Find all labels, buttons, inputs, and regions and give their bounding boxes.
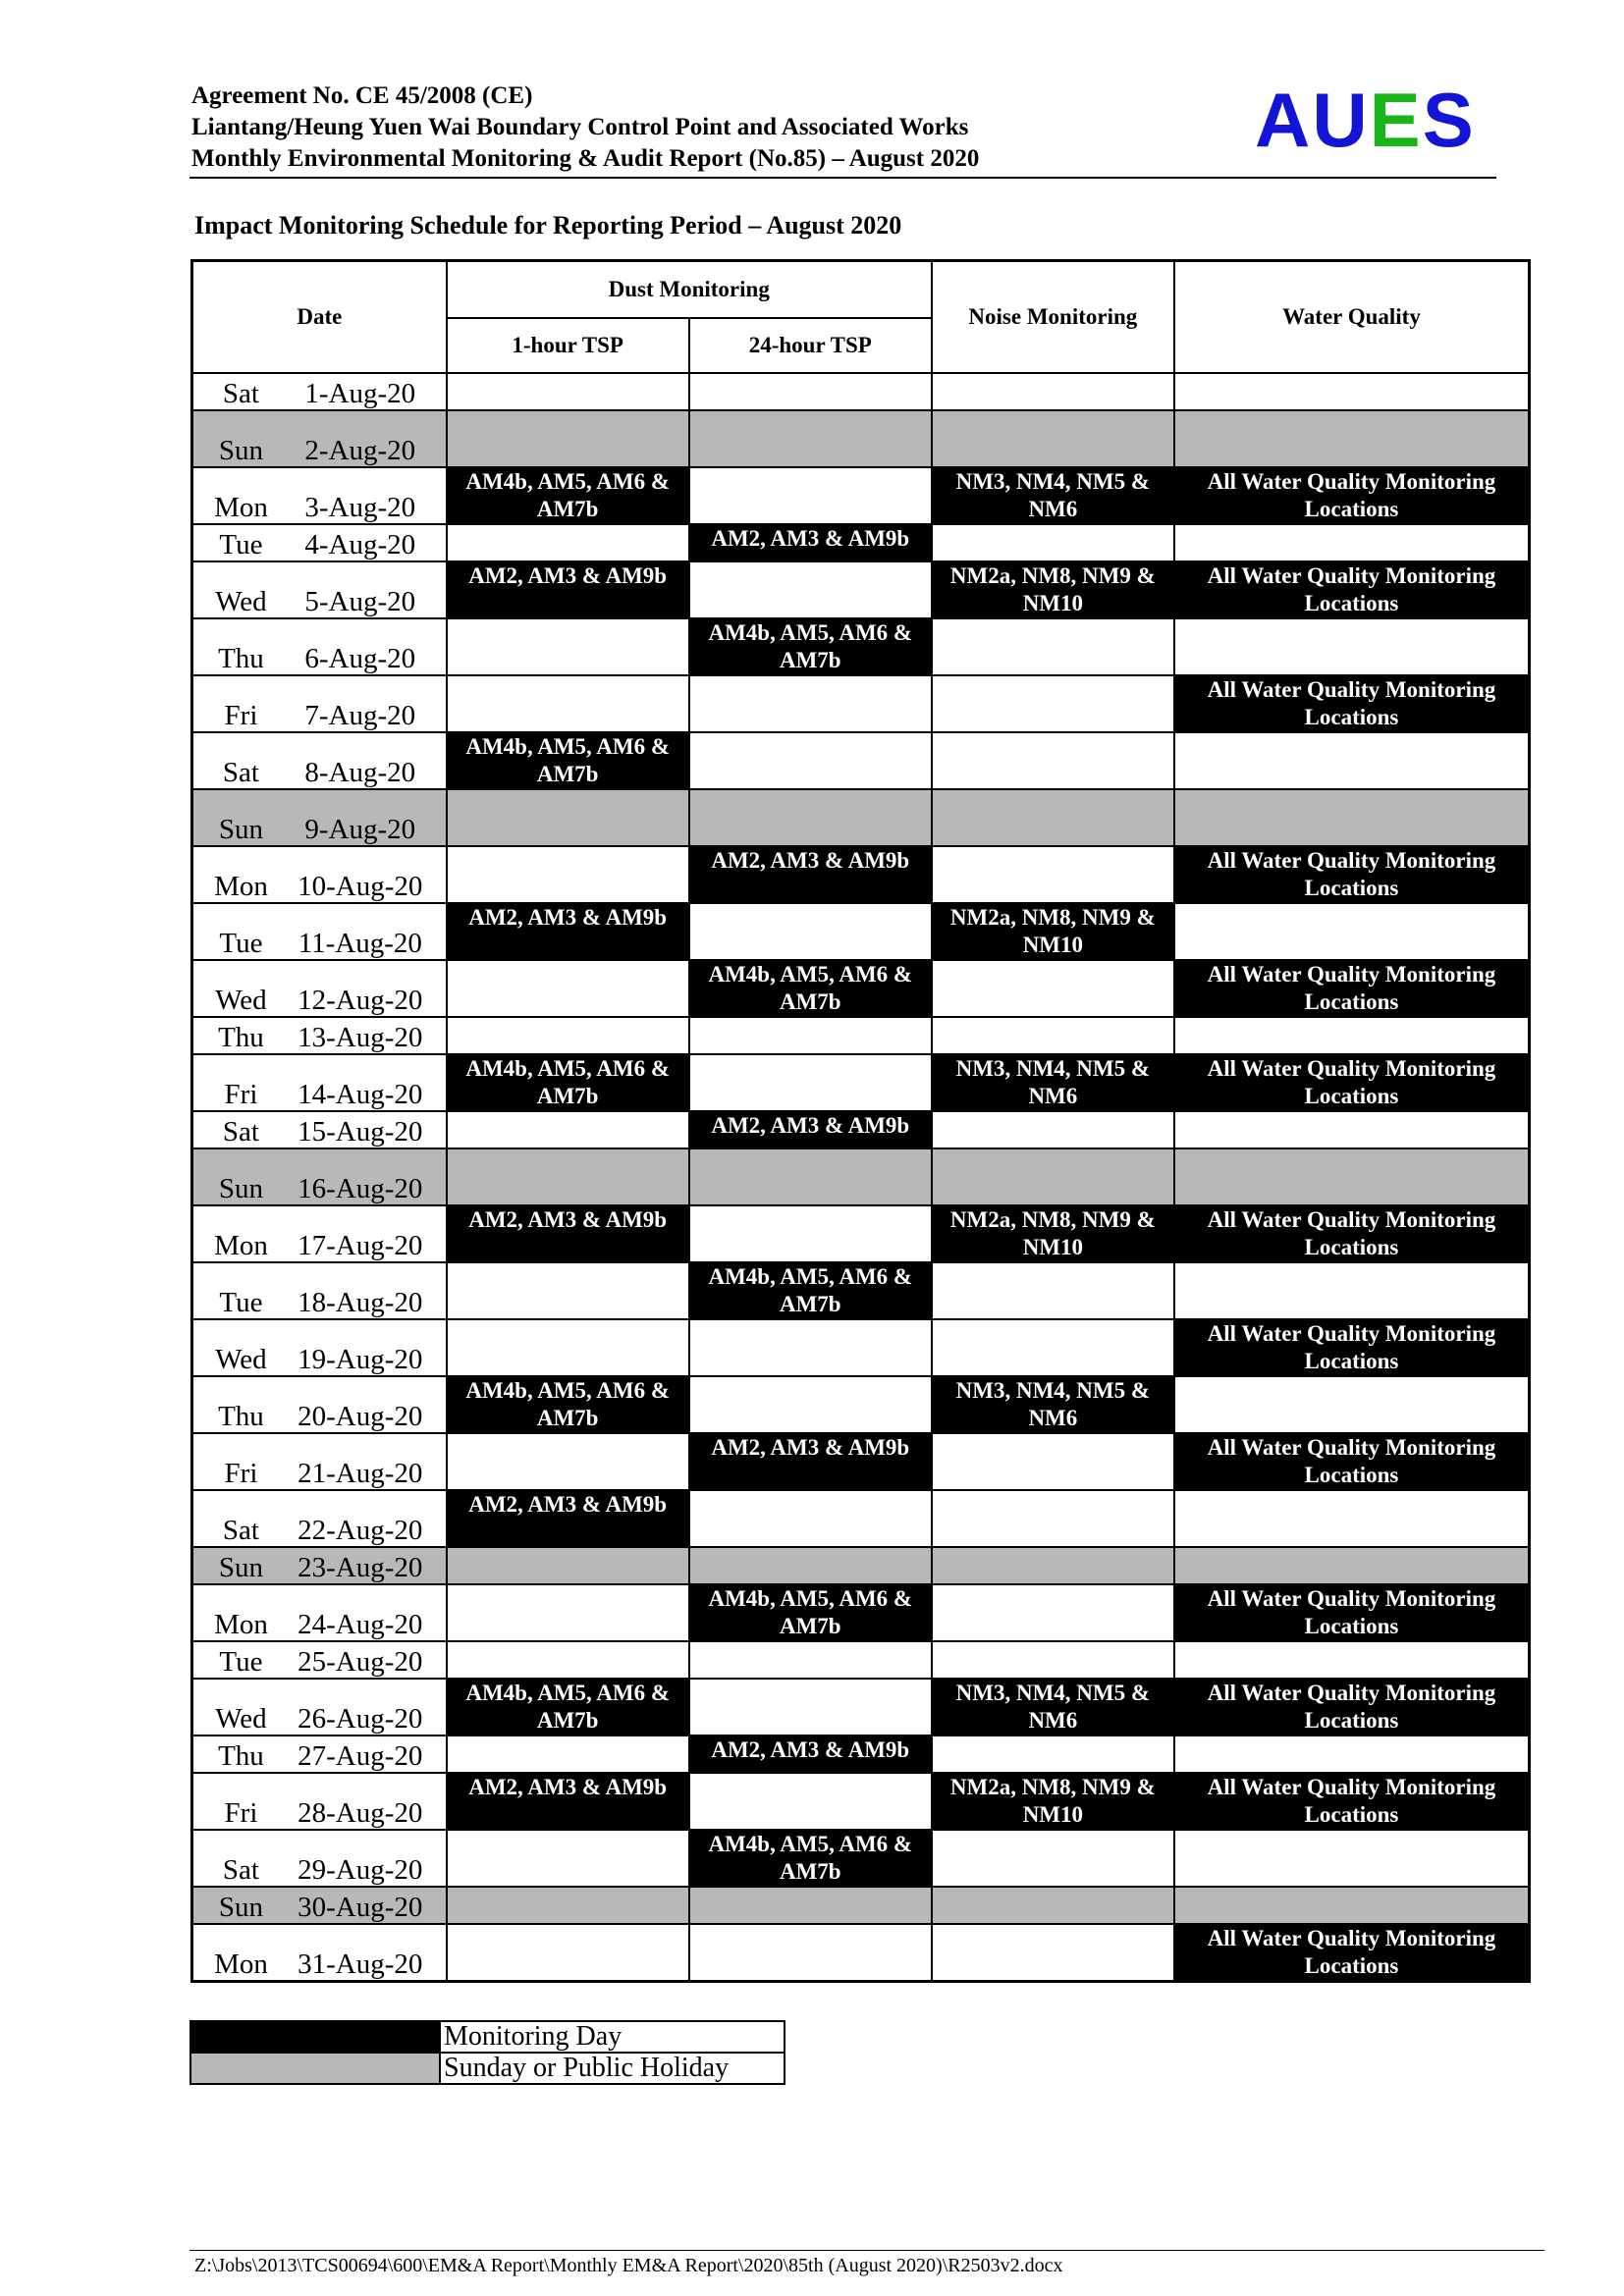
noise-cell <box>932 373 1174 410</box>
date-cell: 2-Aug-20 <box>289 410 447 467</box>
noise-cell <box>932 410 1174 467</box>
schedule-row <box>192 561 1530 618</box>
tsp1-cell <box>447 1547 689 1584</box>
tsp24-cell: AM4b, AM5, AM6 & AM7b <box>689 1584 932 1641</box>
tsp1-cell: AM2, AM3 & AM9b <box>447 1773 689 1830</box>
day-of-week: Mon <box>192 1924 289 1982</box>
schedule-row <box>192 524 1530 561</box>
noise-cell: NM3, NM4, NM5 & NM6 <box>932 467 1174 524</box>
tsp1-cell: AM4b, AM5, AM6 & AM7b <box>447 467 689 524</box>
date-cell: 29-Aug-20 <box>289 1830 447 1887</box>
noise-cell <box>932 1148 1174 1205</box>
date-cell: 25-Aug-20 <box>289 1641 447 1679</box>
tsp24-cell: AM2, AM3 & AM9b <box>689 1433 932 1490</box>
water-cell <box>1174 1017 1530 1054</box>
date-cell: 10-Aug-20 <box>289 846 447 903</box>
agreement-number: Agreement No. CE 45/2008 (CE) <box>191 82 533 109</box>
noise-cell: NM2a, NM8, NM9 & NM10 <box>932 1773 1174 1830</box>
water-cell: All Water Quality Monitoring Locations <box>1174 467 1530 524</box>
day-of-week: Sun <box>192 1148 289 1205</box>
tsp24-cell <box>689 1679 932 1735</box>
day-of-week: Wed <box>192 960 289 1017</box>
schedule-row <box>192 618 1530 675</box>
day-of-week: Sun <box>192 1887 289 1924</box>
legend-monitoring-day: Monitoring Day <box>440 2021 785 2053</box>
date-cell: 31-Aug-20 <box>289 1924 447 1982</box>
water-cell: All Water Quality Monitoring Locations <box>1174 960 1530 1017</box>
schedule-row <box>192 1054 1530 1111</box>
noise-cell: NM3, NM4, NM5 & NM6 <box>932 1054 1174 1111</box>
tsp1-cell <box>447 1887 689 1924</box>
tsp24-cell <box>689 1887 932 1924</box>
tsp24-cell <box>689 1017 932 1054</box>
date-cell: 6-Aug-20 <box>289 618 447 675</box>
water-cell <box>1174 789 1530 846</box>
schedule-row <box>192 1887 1530 1924</box>
header-divider <box>189 177 1496 179</box>
water-cell: All Water Quality Monitoring Locations <box>1174 846 1530 903</box>
day-of-week: Mon <box>192 846 289 903</box>
noise-cell <box>932 1641 1174 1679</box>
tsp24-cell <box>689 1641 932 1679</box>
schedule-row <box>192 1584 1530 1641</box>
aues-logo: AUES <box>1255 77 1476 163</box>
tsp24-cell: AM2, AM3 & AM9b <box>689 1735 932 1773</box>
header-date: Date <box>192 261 447 373</box>
tsp1-cell <box>447 1017 689 1054</box>
date-cell: 12-Aug-20 <box>289 960 447 1017</box>
monitoring-schedule-table <box>190 259 1531 1983</box>
table-title: Impact Monitoring Schedule for Reporting Period – August 2020 <box>194 211 902 240</box>
day-of-week: Mon <box>192 467 289 524</box>
header-water-quality: Water Quality <box>1174 261 1530 373</box>
tsp1-cell: AM4b, AM5, AM6 & AM7b <box>447 1679 689 1735</box>
noise-cell: NM3, NM4, NM5 & NM6 <box>932 1679 1174 1735</box>
day-of-week: Sat <box>192 732 289 789</box>
schedule-row <box>192 1924 1530 1982</box>
tsp1-cell <box>447 618 689 675</box>
schedule-row <box>192 1017 1530 1054</box>
day-of-week: Tue <box>192 1641 289 1679</box>
tsp1-cell <box>447 1111 689 1148</box>
project-name: Liantang/Heung Yuen Wai Boundary Control Point and Associated Works <box>191 114 969 140</box>
noise-cell <box>932 1111 1174 1148</box>
schedule-row <box>192 1376 1530 1433</box>
day-of-week: Mon <box>192 1584 289 1641</box>
schedule-row <box>192 960 1530 1017</box>
schedule-row <box>192 1433 1530 1490</box>
tsp1-cell <box>447 1830 689 1887</box>
tsp1-cell <box>447 1641 689 1679</box>
tsp24-cell <box>689 1376 932 1433</box>
noise-cell: NM2a, NM8, NM9 & NM10 <box>932 903 1174 960</box>
water-cell <box>1174 903 1530 960</box>
date-cell: 8-Aug-20 <box>289 732 447 789</box>
noise-cell <box>932 846 1174 903</box>
water-cell: All Water Quality Monitoring Locations <box>1174 675 1530 732</box>
tsp24-cell <box>689 1547 932 1584</box>
tsp1-cell: AM4b, AM5, AM6 & AM7b <box>447 732 689 789</box>
water-cell <box>1174 1376 1530 1433</box>
tsp1-cell <box>447 1924 689 1982</box>
tsp1-cell: AM2, AM3 & AM9b <box>447 561 689 618</box>
noise-cell <box>932 732 1174 789</box>
tsp1-cell: AM2, AM3 & AM9b <box>447 1205 689 1262</box>
schedule-row <box>192 1679 1530 1735</box>
date-cell: 13-Aug-20 <box>289 1017 447 1054</box>
schedule-row <box>192 675 1530 732</box>
tsp24-cell: AM2, AM3 & AM9b <box>689 846 932 903</box>
schedule-row <box>192 1111 1530 1148</box>
tsp1-cell: AM4b, AM5, AM6 & AM7b <box>447 1376 689 1433</box>
header-dust-monitoring: Dust Monitoring <box>447 261 932 318</box>
schedule-row <box>192 1547 1530 1584</box>
water-cell <box>1174 1735 1530 1773</box>
date-cell: 30-Aug-20 <box>289 1887 447 1924</box>
tsp24-cell: AM4b, AM5, AM6 & AM7b <box>689 618 932 675</box>
noise-cell <box>932 1924 1174 1982</box>
tsp24-cell <box>689 732 932 789</box>
noise-cell <box>932 675 1174 732</box>
tsp24-cell <box>689 903 932 960</box>
tsp24-cell: AM4b, AM5, AM6 & AM7b <box>689 960 932 1017</box>
tsp1-cell <box>447 1584 689 1641</box>
header-24-hour-tsp: 24-hour TSP <box>689 318 932 373</box>
water-cell <box>1174 1490 1530 1547</box>
tsp1-cell: AM4b, AM5, AM6 & AM7b <box>447 1054 689 1111</box>
schedule-row <box>192 1148 1530 1205</box>
water-cell <box>1174 373 1530 410</box>
water-cell: All Water Quality Monitoring Locations <box>1174 561 1530 618</box>
schedule-row <box>192 467 1530 524</box>
day-of-week: Sat <box>192 1490 289 1547</box>
date-cell: 4-Aug-20 <box>289 524 447 561</box>
date-cell: 14-Aug-20 <box>289 1054 447 1111</box>
tsp24-cell <box>689 1205 932 1262</box>
tsp24-cell <box>689 1319 932 1376</box>
date-cell: 3-Aug-20 <box>289 467 447 524</box>
water-cell: All Water Quality Monitoring Locations <box>1174 1924 1530 1982</box>
schedule-row <box>192 789 1530 846</box>
noise-cell <box>932 1547 1174 1584</box>
water-cell <box>1174 618 1530 675</box>
day-of-week: Tue <box>192 524 289 561</box>
day-of-week: Wed <box>192 1679 289 1735</box>
schedule-row <box>192 1735 1530 1773</box>
date-cell: 22-Aug-20 <box>289 1490 447 1547</box>
day-of-week: Sun <box>192 789 289 846</box>
noise-cell <box>932 1887 1174 1924</box>
tsp1-cell <box>447 1262 689 1319</box>
date-cell: 23-Aug-20 <box>289 1547 447 1584</box>
schedule-row <box>192 1319 1530 1376</box>
noise-cell <box>932 1262 1174 1319</box>
tsp24-cell <box>689 1054 932 1111</box>
water-cell: All Water Quality Monitoring Locations <box>1174 1054 1530 1111</box>
date-cell: 24-Aug-20 <box>289 1584 447 1641</box>
tsp24-cell <box>689 789 932 846</box>
water-cell <box>1174 1547 1530 1584</box>
tsp24-cell: AM2, AM3 & AM9b <box>689 524 932 561</box>
legend-swatch-monitoring <box>190 2021 440 2053</box>
tsp1-cell <box>447 373 689 410</box>
day-of-week: Wed <box>192 561 289 618</box>
date-cell: 7-Aug-20 <box>289 675 447 732</box>
tsp24-cell <box>689 1773 932 1830</box>
schedule-body <box>192 373 1530 1982</box>
date-cell: 20-Aug-20 <box>289 1376 447 1433</box>
date-cell: 1-Aug-20 <box>289 373 447 410</box>
day-of-week: Sun <box>192 1547 289 1584</box>
report-title: Monthly Environmental Monitoring & Audit Report (No.85) – August 2020 <box>191 145 980 172</box>
day-of-week: Thu <box>192 1735 289 1773</box>
tsp1-cell: AM2, AM3 & AM9b <box>447 1490 689 1547</box>
day-of-week: Mon <box>192 1205 289 1262</box>
noise-cell: NM3, NM4, NM5 & NM6 <box>932 1376 1174 1433</box>
tsp24-cell <box>689 1148 932 1205</box>
date-cell: 27-Aug-20 <box>289 1735 447 1773</box>
day-of-week: Fri <box>192 1054 289 1111</box>
day-of-week: Sat <box>192 1111 289 1148</box>
schedule-row <box>192 1830 1530 1887</box>
tsp1-cell <box>447 1433 689 1490</box>
tsp1-cell <box>447 1735 689 1773</box>
water-cell <box>1174 1830 1530 1887</box>
tsp24-cell: AM4b, AM5, AM6 & AM7b <box>689 1830 932 1887</box>
noise-cell: NM2a, NM8, NM9 & NM10 <box>932 561 1174 618</box>
footer-divider <box>189 2250 1544 2251</box>
date-cell: 17-Aug-20 <box>289 1205 447 1262</box>
tsp24-cell <box>689 561 932 618</box>
header-noise-monitoring: Noise Monitoring <box>932 261 1174 373</box>
tsp1-cell <box>447 1148 689 1205</box>
noise-cell <box>932 1584 1174 1641</box>
date-cell: 26-Aug-20 <box>289 1679 447 1735</box>
water-cell <box>1174 1641 1530 1679</box>
tsp24-cell <box>689 410 932 467</box>
day-of-week: Sun <box>192 410 289 467</box>
noise-cell: NM2a, NM8, NM9 & NM10 <box>932 1205 1174 1262</box>
date-cell: 15-Aug-20 <box>289 1111 447 1148</box>
day-of-week: Sat <box>192 1830 289 1887</box>
tsp24-cell: AM4b, AM5, AM6 & AM7b <box>689 1262 932 1319</box>
water-cell <box>1174 1111 1530 1148</box>
schedule-row <box>192 373 1530 410</box>
date-cell: 5-Aug-20 <box>289 561 447 618</box>
tsp24-cell <box>689 373 932 410</box>
schedule-row <box>192 1205 1530 1262</box>
noise-cell <box>932 1017 1174 1054</box>
tsp1-cell <box>447 524 689 561</box>
schedule-row <box>192 732 1530 789</box>
day-of-week: Tue <box>192 903 289 960</box>
water-cell <box>1174 1148 1530 1205</box>
water-cell <box>1174 410 1530 467</box>
day-of-week: Thu <box>192 1376 289 1433</box>
day-of-week: Sat <box>192 373 289 410</box>
day-of-week: Thu <box>192 1017 289 1054</box>
day-of-week: Tue <box>192 1262 289 1319</box>
day-of-week: Fri <box>192 1433 289 1490</box>
tsp1-cell <box>447 789 689 846</box>
noise-cell <box>932 1735 1174 1773</box>
file-path-footer: Z:\Jobs\2013\TCS00694\600\EM&A Report\Monthly EM&A Report\2020\85th (August 2020)\R2503v2.docx <box>194 2255 1063 2276</box>
noise-cell <box>932 1830 1174 1887</box>
water-cell: All Water Quality Monitoring Locations <box>1174 1773 1530 1830</box>
legend-swatch-holiday <box>190 2053 440 2084</box>
noise-cell <box>932 1319 1174 1376</box>
schedule-row <box>192 1773 1530 1830</box>
tsp1-cell <box>447 846 689 903</box>
noise-cell <box>932 960 1174 1017</box>
tsp1-cell <box>447 960 689 1017</box>
noise-cell <box>932 1490 1174 1547</box>
schedule-row <box>192 1641 1530 1679</box>
schedule-row <box>192 1262 1530 1319</box>
tsp1-cell <box>447 675 689 732</box>
tsp24-cell <box>689 675 932 732</box>
tsp24-cell <box>689 1924 932 1982</box>
tsp1-cell: AM2, AM3 & AM9b <box>447 903 689 960</box>
noise-cell <box>932 524 1174 561</box>
schedule-row <box>192 1490 1530 1547</box>
water-cell <box>1174 1887 1530 1924</box>
day-of-week: Thu <box>192 618 289 675</box>
legend-holiday: Sunday or Public Holiday <box>440 2053 785 2084</box>
date-cell: 28-Aug-20 <box>289 1773 447 1830</box>
date-cell: 9-Aug-20 <box>289 789 447 846</box>
tsp1-cell <box>447 1319 689 1376</box>
header-1-hour-tsp: 1-hour TSP <box>447 318 689 373</box>
legend <box>189 2020 785 2085</box>
water-cell: All Water Quality Monitoring Locations <box>1174 1433 1530 1490</box>
water-cell <box>1174 1262 1530 1319</box>
water-cell: All Water Quality Monitoring Locations <box>1174 1679 1530 1735</box>
schedule-row <box>192 410 1530 467</box>
noise-cell <box>932 1433 1174 1490</box>
date-cell: 21-Aug-20 <box>289 1433 447 1490</box>
tsp1-cell <box>447 410 689 467</box>
schedule-row <box>192 903 1530 960</box>
water-cell <box>1174 524 1530 561</box>
schedule-row <box>192 846 1530 903</box>
water-cell: All Water Quality Monitoring Locations <box>1174 1205 1530 1262</box>
noise-cell <box>932 789 1174 846</box>
water-cell <box>1174 732 1530 789</box>
day-of-week: Wed <box>192 1319 289 1376</box>
date-cell: 11-Aug-20 <box>289 903 447 960</box>
water-cell: All Water Quality Monitoring Locations <box>1174 1584 1530 1641</box>
date-cell: 16-Aug-20 <box>289 1148 447 1205</box>
date-cell: 18-Aug-20 <box>289 1262 447 1319</box>
tsp24-cell: AM2, AM3 & AM9b <box>689 1111 932 1148</box>
day-of-week: Fri <box>192 1773 289 1830</box>
date-cell: 19-Aug-20 <box>289 1319 447 1376</box>
tsp24-cell <box>689 1490 932 1547</box>
day-of-week: Fri <box>192 675 289 732</box>
water-cell: All Water Quality Monitoring Locations <box>1174 1319 1530 1376</box>
noise-cell <box>932 618 1174 675</box>
tsp24-cell <box>689 467 932 524</box>
